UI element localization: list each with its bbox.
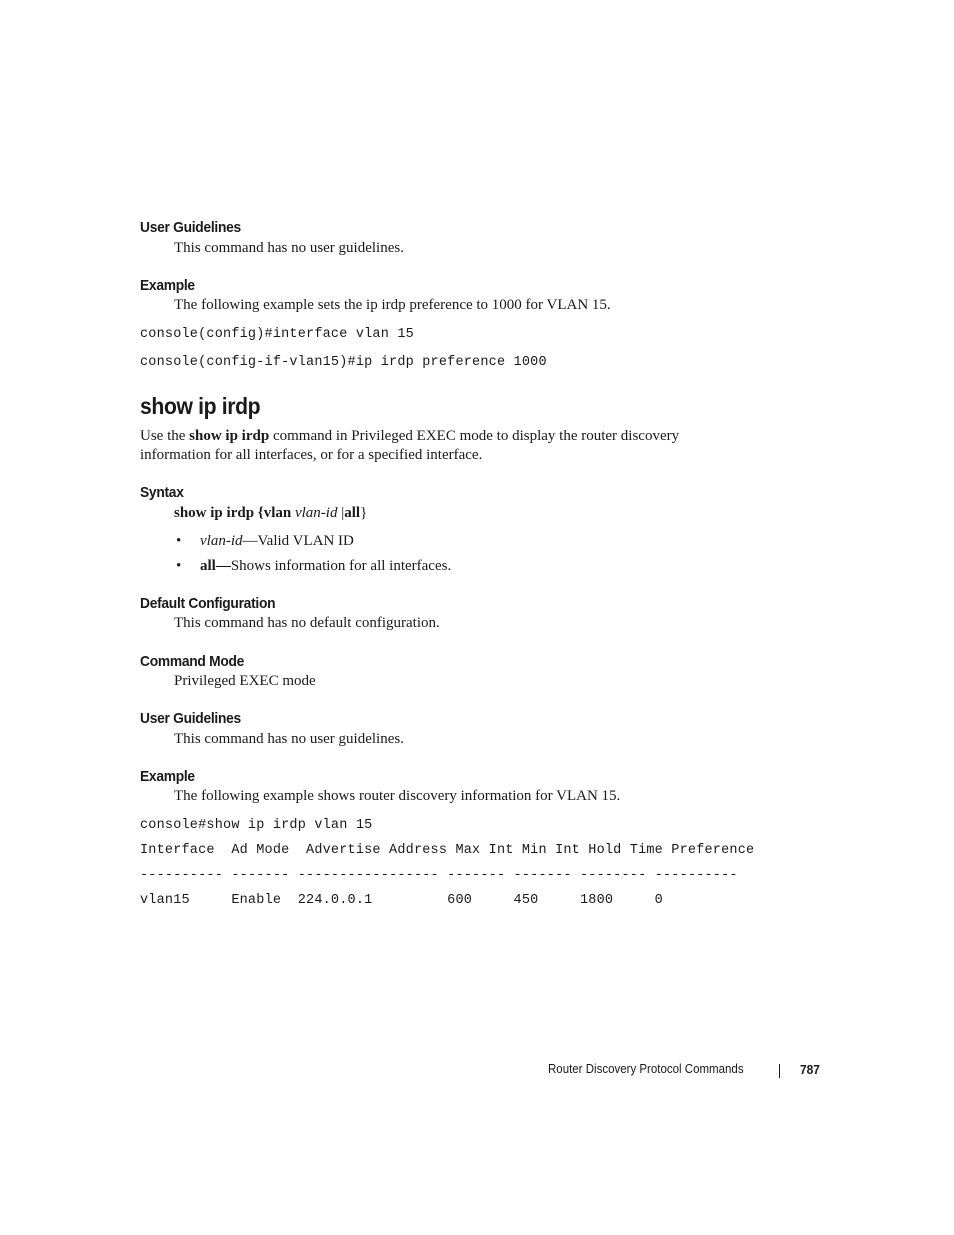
bullet-item [200, 533, 354, 550]
intro-command: show ip irdp [189, 428, 270, 444]
intro-paragraph-line2: information for all interfaces, or for a specified interface. [140, 447, 483, 463]
bullet-item [200, 558, 451, 575]
bullet-term: vlan-id [200, 533, 243, 549]
bullet-icon: • [176, 558, 182, 574]
intro-after: command in Privileged EXEC mode to display the router discovery [269, 428, 680, 444]
example-heading: Example [140, 277, 195, 294]
syntax-param: vlan-id [294, 505, 338, 521]
command-mode-heading: Command Mode [140, 653, 245, 670]
command-title: show ip irdp [140, 393, 261, 419]
footer-chapter: Router Discovery Protocol Commands [548, 1062, 744, 1076]
user-guidelines-heading: User Guidelines [140, 710, 241, 727]
example-heading: Example [140, 768, 195, 785]
syntax-separator: | [337, 505, 345, 521]
bullet-desc: —Valid VLAN ID [242, 533, 354, 549]
user-guidelines-text: This command has no user guidelines. [174, 731, 404, 747]
default-config-heading: Default Configuration [140, 595, 276, 612]
footer-divider [779, 1064, 780, 1078]
code-line: Interface Ad Mode Advertise Address Max Int Min Int Hold Time Preference [140, 843, 755, 858]
syntax-line [174, 505, 367, 522]
default-config-text: This command has no default configuration. [174, 615, 440, 631]
intro-before: Use the [140, 428, 190, 444]
page-number: 787 [800, 1062, 820, 1077]
code-line: vlan15 Enable 224.0.0.1 600 450 1800 0 [140, 893, 663, 908]
bullet-desc: Shows information for all interfaces. [230, 558, 452, 574]
bullet-icon: • [176, 533, 182, 549]
syntax-command: show ip irdp {vlan [174, 505, 295, 521]
bullet-term: all— [200, 558, 231, 574]
code-line: console#show ip irdp vlan 15 [140, 818, 373, 833]
intro-paragraph-line1 [140, 428, 679, 445]
user-guidelines-heading: User Guidelines [140, 219, 241, 236]
code-line: console(config)#interface vlan 15 [140, 327, 414, 342]
syntax-heading: Syntax [140, 484, 184, 501]
example-text: The following example shows router discovery information for VLAN 15. [174, 788, 621, 804]
syntax-all: all [344, 505, 361, 521]
example-text: The following example sets the ip irdp preference to 1000 for VLAN 15. [174, 297, 611, 313]
syntax-close: } [360, 505, 368, 521]
code-line: console(config-if-vlan15)#ip irdp preference 1000 [140, 355, 547, 370]
command-mode-text: Privileged EXEC mode [174, 673, 316, 689]
user-guidelines-text: This command has no user guidelines. [174, 240, 404, 256]
code-line: ---------- ------- ----------------- ------- ------- -------- ---------- [140, 868, 738, 883]
